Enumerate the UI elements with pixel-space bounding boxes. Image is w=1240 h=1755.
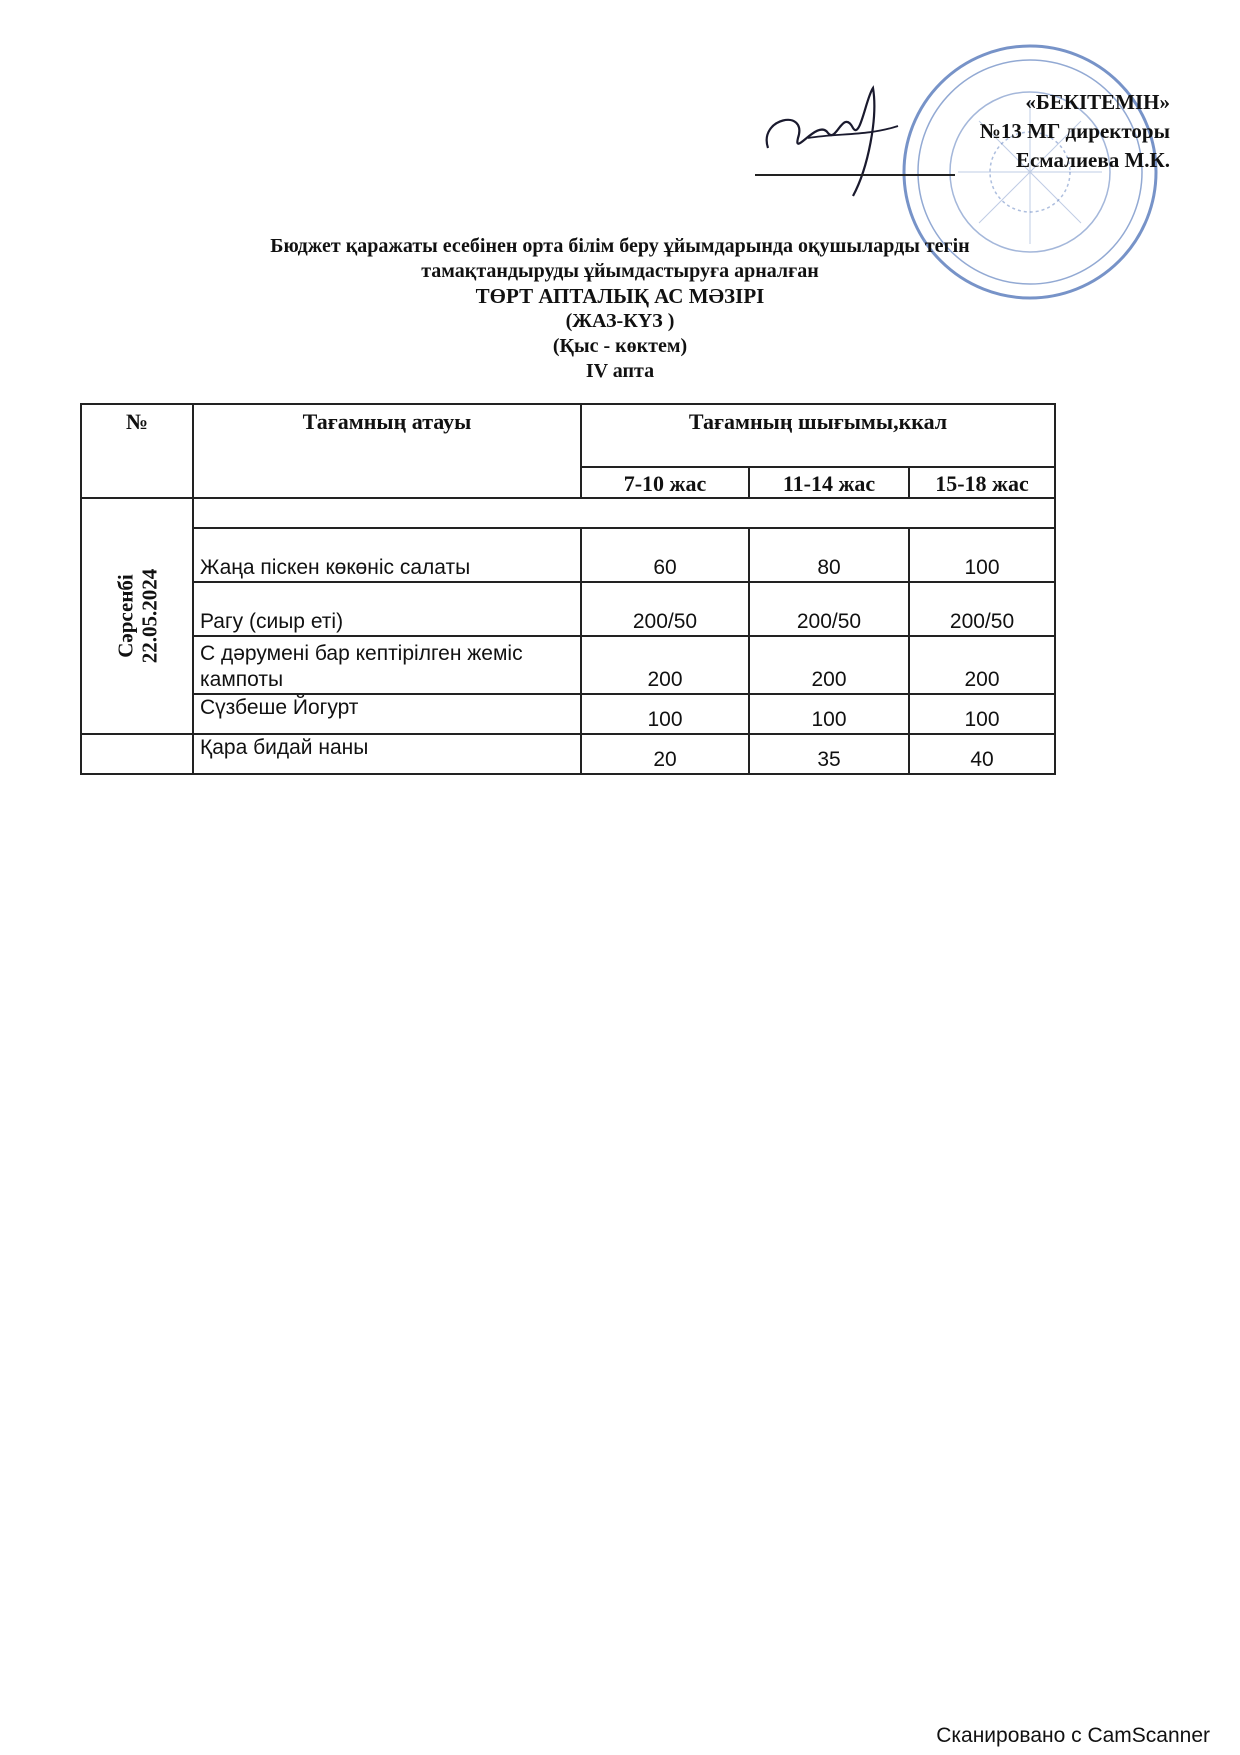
approval-position: №13 МГ директоры: [979, 119, 1170, 143]
value-11-14: 200: [749, 636, 909, 694]
value-15-18: 100: [909, 694, 1055, 734]
value-15-18: 200/50: [909, 582, 1055, 636]
value-15-18: 100: [909, 528, 1055, 582]
value-7-10: 20: [581, 734, 749, 774]
value-11-14: 35: [749, 734, 909, 774]
value-7-10: 60: [581, 528, 749, 582]
day-name: Сәрсенбі: [113, 573, 137, 658]
age-group-2: 11-14 жас: [749, 467, 909, 498]
table-row-spacer: [81, 498, 1055, 528]
season-2: (Қыс - көктем): [552, 335, 688, 357]
table-row: [81, 582, 1055, 636]
value-11-14: 100: [749, 694, 909, 734]
spacer-cell: [193, 498, 1055, 528]
age-group-3: 15-18 жас: [909, 467, 1055, 498]
dish-name: С дәрумені бар кептірілген жеміс кампоты: [193, 636, 581, 694]
season-1: (ЖАЗ-КҮЗ ): [565, 310, 675, 332]
table-row: [81, 528, 1055, 582]
header-dish-name: Тағамның атауы: [193, 404, 581, 498]
scanner-watermark: Сканировано с CamScanner: [936, 1724, 1210, 1747]
value-15-18: 40: [909, 734, 1055, 774]
value-7-10: 200/50: [581, 582, 749, 636]
dish-name: Қара бидай наны: [193, 734, 581, 774]
table-row: [81, 636, 1055, 694]
approval-title: «БЕКІТЕМІН»: [1025, 90, 1170, 114]
empty-number-cell: [81, 734, 193, 774]
value-7-10: 200: [581, 636, 749, 694]
table-row: [81, 734, 1055, 774]
table-row: [81, 694, 1055, 734]
dish-name: Сүзбеше Йогурт: [193, 694, 581, 734]
age-group-1: 7-10 жас: [581, 467, 749, 498]
table-header-row: [81, 404, 1055, 467]
header-number: №: [81, 404, 193, 498]
week-label: IV апта: [585, 360, 655, 382]
dish-name: Рагу (сиыр еті): [193, 582, 581, 636]
value-7-10: 100: [581, 694, 749, 734]
approval-person: Есмалиева М.К.: [1015, 148, 1170, 172]
document-title: ТӨРТ АПТАЛЫҚ АС МӘЗІРІ: [475, 284, 765, 308]
day-cell: [81, 498, 193, 734]
value-11-14: 200/50: [749, 582, 909, 636]
heading-line-1: Бюджет қаражаты есебінен орта білім беру ұйымдарында оқушыларды тегін: [270, 235, 970, 257]
heading-line-2: тамақтандыруды ұйымдастыруға арналған: [421, 260, 819, 282]
dish-name: Жаңа піскен көкөніс салаты: [193, 528, 581, 582]
value-11-14: 80: [749, 528, 909, 582]
document-heading: [0, 234, 1240, 384]
day-date: 22.05.2024: [137, 568, 161, 663]
approval-block: [870, 88, 1170, 175]
value-15-18: 200: [909, 636, 1055, 694]
menu-table: [80, 403, 1056, 775]
header-output: Тағамның шығымы,ккал: [581, 404, 1055, 467]
